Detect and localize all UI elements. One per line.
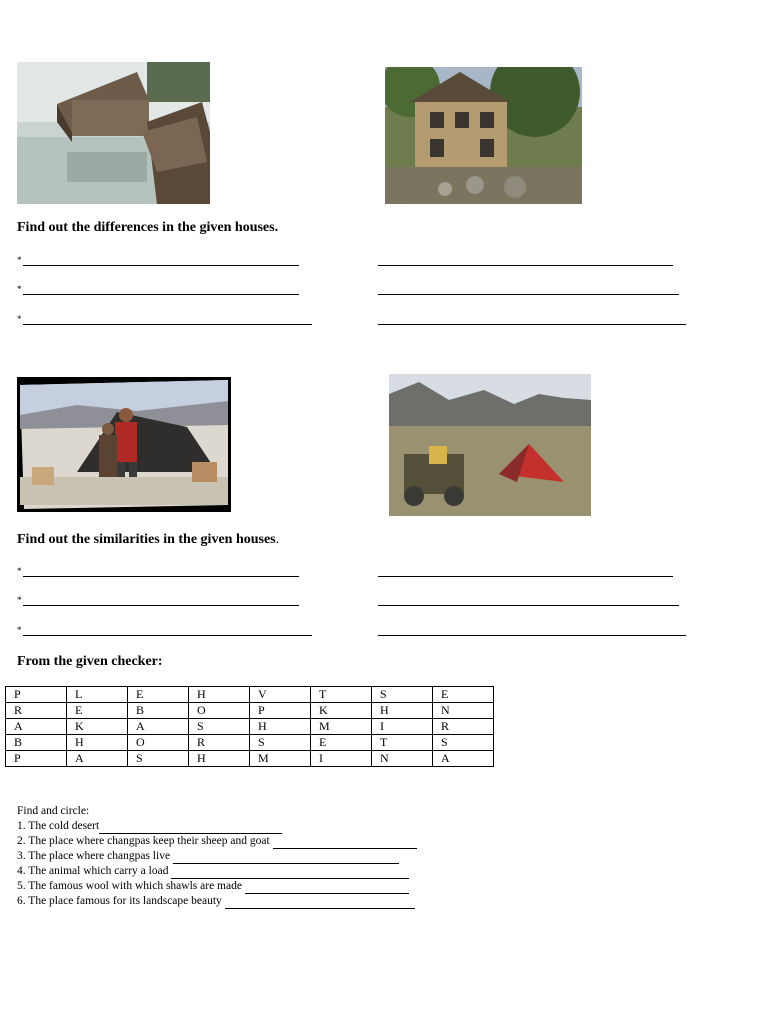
houseboat-photo [17,62,210,204]
checker-cell[interactable]: S [128,751,189,767]
similarities-heading [17,532,279,548]
checker-cell[interactable]: R [189,735,250,751]
difference-line-left-2[interactable] [17,283,299,295]
difference-line-left-1[interactable] [17,254,299,266]
checker-cell[interactable]: O [189,703,250,719]
bullet: * [17,566,22,576]
checker-cell[interactable]: V [250,687,311,703]
checker-cell[interactable]: A [128,719,189,735]
question-item [17,879,417,894]
red-camping-tent-photo [389,374,591,516]
answer-blank[interactable] [173,853,399,864]
checker-cell[interactable]: B [128,703,189,719]
checker-cell[interactable]: T [372,735,433,751]
checker-row [6,687,494,703]
question-item [17,834,417,849]
similarities-heading-period: . [275,532,280,547]
checker-cell[interactable]: E [67,703,128,719]
checker-cell[interactable]: E [128,687,189,703]
bullet: * [17,314,22,324]
checker-row [6,751,494,767]
bullet: * [17,595,22,605]
checker-cell[interactable]: L [67,687,128,703]
kashmiri-house-photo [385,67,582,204]
checker-cell[interactable]: P [250,703,311,719]
similarity-line-right-3[interactable] [378,624,686,636]
checker-cell[interactable]: P [6,687,67,703]
answer-blank[interactable] [99,823,282,834]
question-text: 3. The place where changpas live [17,850,171,862]
checker-cell[interactable]: S [372,687,433,703]
checker-cell[interactable]: P [6,751,67,767]
similarity-line-left-1[interactable] [17,565,299,577]
checker-heading: From the given checker: [17,654,163,669]
checker-cell[interactable]: B [6,735,67,751]
similarity-line-right-2[interactable] [378,594,679,606]
difference-line-right-3[interactable] [378,313,686,325]
checker-cell[interactable]: T [311,687,372,703]
answer-blank[interactable] [245,883,409,894]
differences-heading: Find out the differences in the given houses. [17,220,279,235]
difference-line-right-2[interactable] [378,283,679,295]
question-item [17,894,417,909]
checker-cell[interactable]: S [189,719,250,735]
similarity-line-left-3[interactable] [17,624,312,636]
checker-cell[interactable]: I [311,751,372,767]
letter-checker-grid [5,686,494,767]
checker-cell[interactable]: E [311,735,372,751]
question-item [17,819,417,834]
checker-cell[interactable]: S [250,735,311,751]
bullet: * [17,255,22,265]
question-text: 5. The famous wool with which shawls are made [17,880,242,892]
checker-cell[interactable]: K [311,703,372,719]
checker-cell[interactable]: H [189,687,250,703]
checker-cell[interactable]: N [433,703,494,719]
changpa-tent-photo [17,377,231,512]
find-and-circle-section [17,804,417,909]
similarities-heading-text: Find out the similarities in the given houses [17,532,276,547]
checker-cell[interactable]: R [433,719,494,735]
checker-row [6,719,494,735]
similarity-line-left-2[interactable] [17,594,299,606]
checker-cell[interactable]: A [433,751,494,767]
difference-line-left-3[interactable] [17,313,312,325]
checker-cell[interactable]: M [311,719,372,735]
checker-cell[interactable]: H [250,719,311,735]
checker-cell[interactable]: M [250,751,311,767]
checker-cell[interactable]: K [67,719,128,735]
checker-cell[interactable]: H [189,751,250,767]
question-item [17,849,417,864]
answer-blank[interactable] [171,868,409,879]
checker-cell[interactable]: A [6,719,67,735]
question-text: 2. The place where changpas keep their sheep and goat [17,835,270,847]
checker-row [6,735,494,751]
difference-line-right-1[interactable] [378,254,673,266]
question-text: 6. The place famous for its landscape beauty [17,895,222,907]
checker-cell[interactable]: I [372,719,433,735]
checker-cell[interactable]: A [67,751,128,767]
bullet: * [17,284,22,294]
checker-cell[interactable]: R [6,703,67,719]
question-text: 4. The animal which carry a load [17,865,169,877]
question-item [17,864,417,879]
checker-cell[interactable]: N [372,751,433,767]
checker-cell[interactable]: H [67,735,128,751]
checker-cell[interactable]: E [433,687,494,703]
bullet: * [17,625,22,635]
checker-cell[interactable]: H [372,703,433,719]
checker-row [6,703,494,719]
question-text: 1. The cold desert [17,820,100,832]
checker-cell[interactable]: O [128,735,189,751]
answer-blank[interactable] [273,838,417,849]
similarity-line-right-1[interactable] [378,565,673,577]
find-and-circle-title: Find and circle: [17,805,90,817]
checker-cell[interactable]: S [433,735,494,751]
answer-blank[interactable] [225,898,415,909]
